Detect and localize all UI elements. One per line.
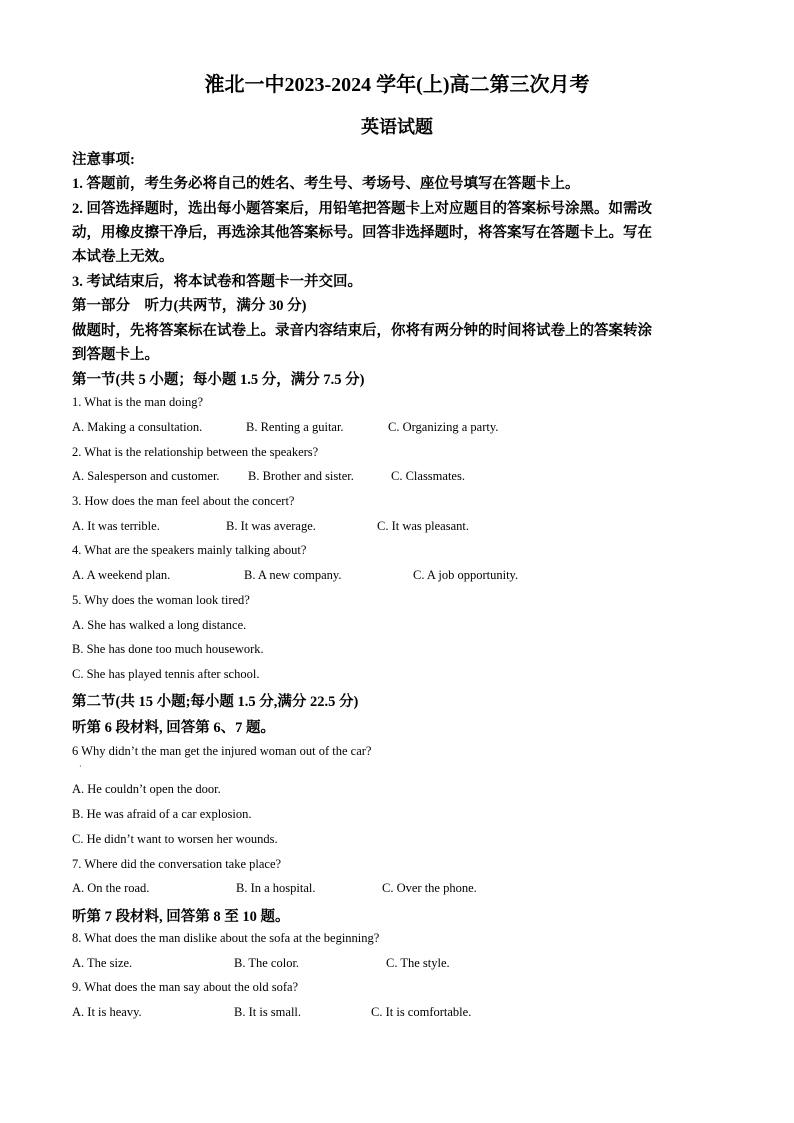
question-1-stem: 1. What is the man doing? [72,395,203,409]
question-8-option-b: B. The color. [234,956,300,970]
question-6-option-c: C. He didn’t want to worsen her wounds. [72,832,278,846]
part1-instruction-line-2: 到答题卡上。 [72,347,159,363]
question-5-stem: 5. Why does the woman look tired? [72,593,250,607]
notice-item-2-line-3: 本试卷上无效。 [72,249,174,265]
question-8-stem: 8. What does the man dislike about the sofa at the beginning? [72,931,380,945]
question-3-option-b: B. It was average. [226,519,316,533]
question-6-option-a: A. He couldn’t open the door. [72,782,221,796]
question-2-stem: 2. What is the relationship between the speakers? [72,445,319,459]
part1-instruction-line-1: 做题时，先将答案标在试卷上。录音内容结束后，你将有两分钟的时间将试卷上的答案转涂 [72,323,652,339]
question-8-option-a: A. The size. [72,956,133,970]
section1-heading: 第一节(共 5 小题；每小题 1.5 分，满分 7.5 分) [72,372,365,388]
question-2-option-c: C. Classmates. [391,469,465,483]
question-1-option-b: B. Renting a guitar. [246,420,344,434]
question-6-option-b: B. He was afraid of a car explosion. [72,807,252,821]
notice-item-1: 1. 答题前，考生务必将自己的姓名、考生号、考场号、座位号填写在答题卡上。 [72,176,580,192]
question-5-option-a: A. She has walked a long distance. [72,618,247,632]
question-4-option-a: A. A weekend plan. [72,568,171,582]
notice-item-3: 3. 考试结束后，将本试卷和答题卡一并交回。 [72,274,362,290]
notice-item-2-line-1: 2. 回答选择题时，选出每小题答案后，用铅笔把答题卡上对应题目的答案标号涂黑。如需改 [72,201,652,217]
question-4-option-c: C. A job opportunity. [413,568,519,582]
material-7-instruction: 听第 7 段材料, 回答第 8 至 10 题。 [72,909,290,925]
question-2-option-a: A. Salesperson and customer. [72,469,220,483]
question-6-stem: 6 Why didn’t the man get the injured woman out of the car? [72,744,372,758]
question-7-option-b: B. In a hospital. [236,881,316,895]
question-9-stem: 9. What does the man say about the old sofa? [72,980,299,994]
stray-mark: · [79,762,82,771]
question-9-option-c: C. It is comfortable. [371,1005,472,1019]
question-4-option-b: B. A new company. [244,568,342,582]
exam-title: 淮北一中2023-2024 学年(上)高二第三次月考 [204,74,590,96]
section2-heading: 第二节(共 15 小题;每小题 1.5 分,满分 22.5 分) [72,694,359,710]
part1-heading: 第一部分 听力(共两节，满分 30 分) [72,298,307,314]
notice-item-2-line-2: 动，用橡皮擦干净后，再选涂其他答案标号。回答非选择题时，将答案写在答题卡上。写在 [72,225,652,241]
question-4-stem: 4. What are the speakers mainly talking about? [72,543,307,557]
question-1-option-c: C. Organizing a party. [388,420,499,434]
notice-heading: 注意事项: [72,152,135,168]
question-9-option-a: A. It is heavy. [72,1005,142,1019]
question-3-stem: 3. How does the man feel about the concert? [72,494,295,508]
question-7-stem: 7. Where did the conversation take place? [72,857,282,871]
question-7-option-c: C. Over the phone. [382,881,477,895]
question-3-option-a: A. It was terrible. [72,519,160,533]
question-7-option-a: A. On the road. [72,881,150,895]
material-6-instruction: 听第 6 段材料, 回答第 6、7 题。 [72,720,275,736]
question-9-option-b: B. It is small. [234,1005,302,1019]
question-5-option-c: C. She has played tennis after school. [72,667,260,681]
question-5-option-b: B. She has done too much housework. [72,642,264,656]
question-2-option-b: B. Brother and sister. [248,469,354,483]
exam-subtitle: 英语试题 [361,117,433,137]
question-8-option-c: C. The style. [386,956,450,970]
question-3-option-c: C. It was pleasant. [377,519,469,533]
question-1-option-a: A. Making a consultation. [72,420,203,434]
